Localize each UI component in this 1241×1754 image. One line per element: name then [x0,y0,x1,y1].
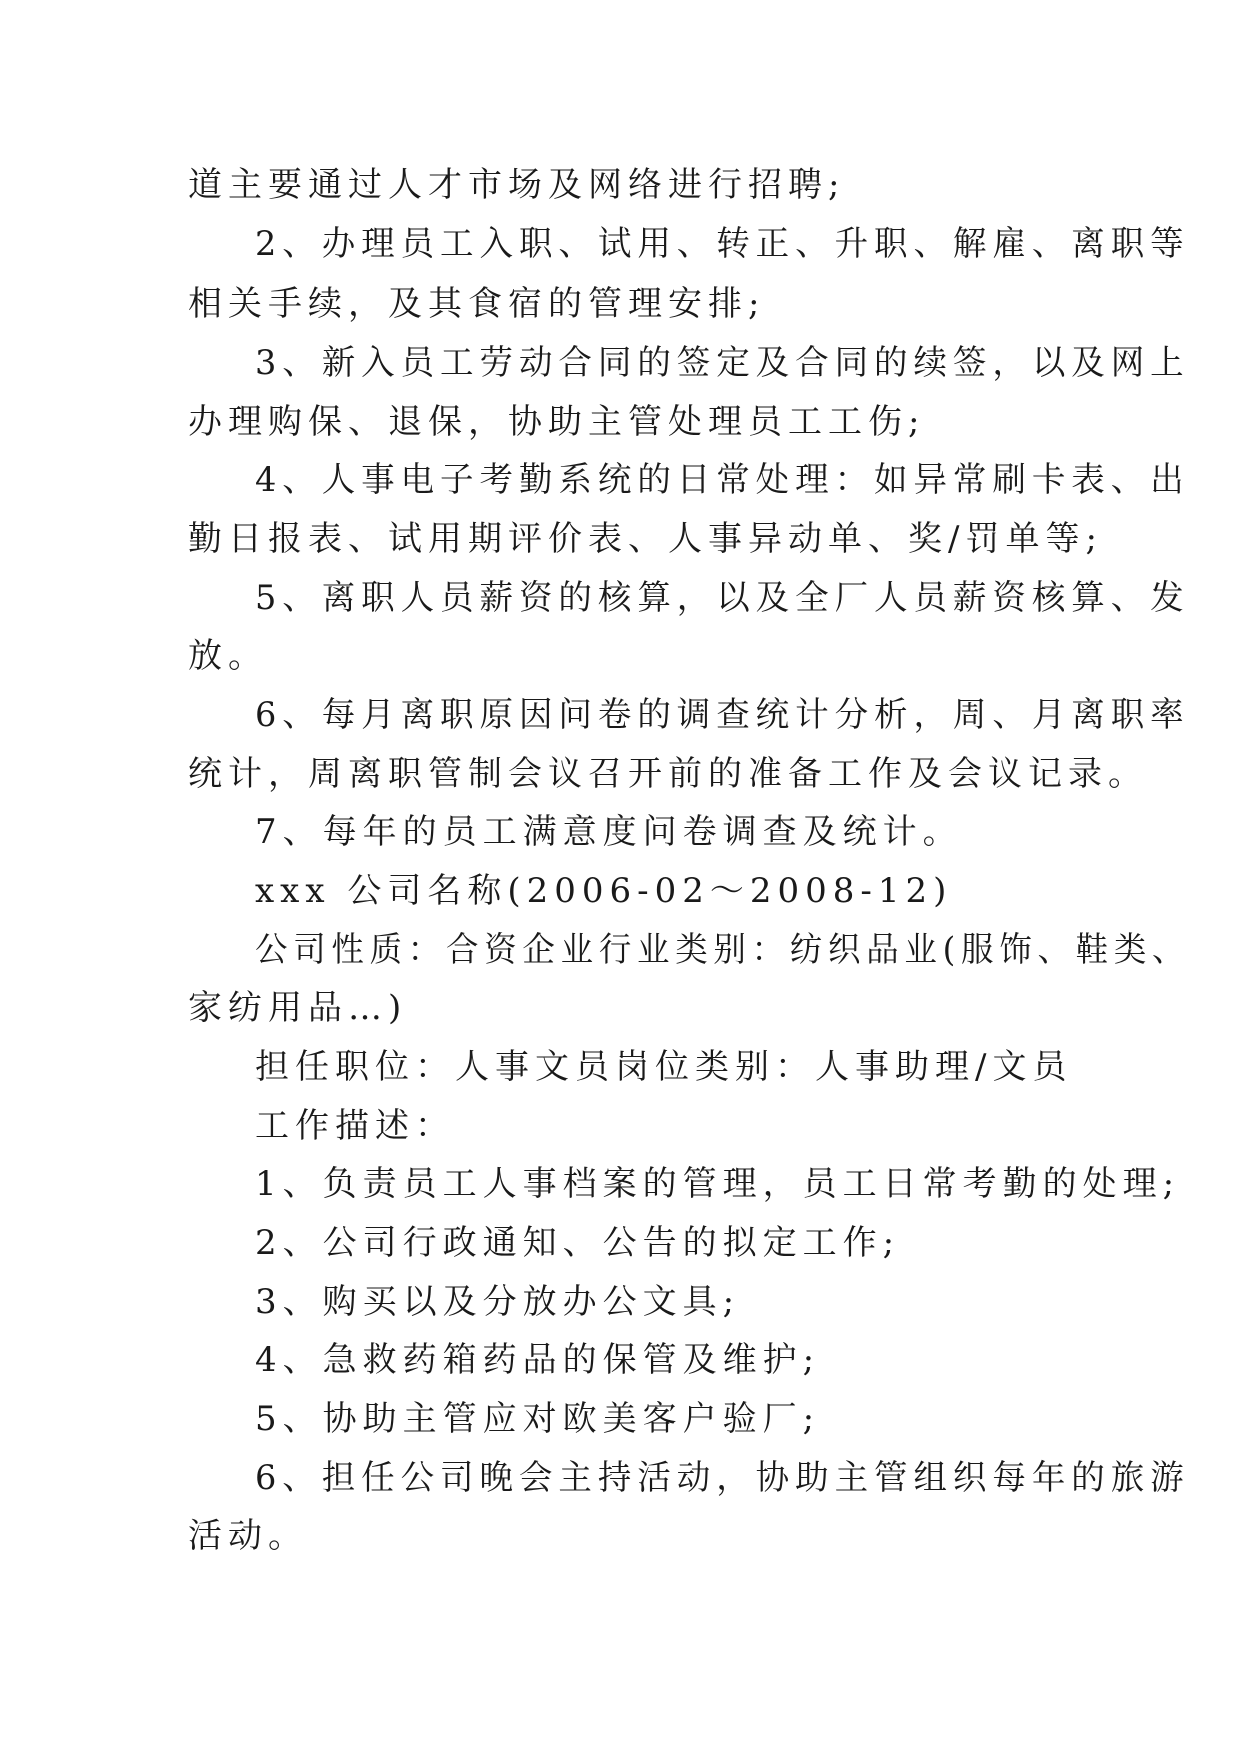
paragraph-line: 6、每月离职原因问卷的调查统计分析，周、月离职率 [255,695,1190,735]
paragraph-line: 4、急救药箱药品的保管及维护; [255,1340,821,1380]
paragraph-line: 道主要通过人才市场及网络进行招聘; [188,165,846,205]
paragraph-line: 5、协助主管应对欧美客户验厂; [255,1399,821,1439]
paragraph-line: 5、离职人员薪资的核算，以及全厂人员薪资核算、发 [255,578,1190,618]
paragraph-line: 3、购买以及分放办公文具; [255,1282,741,1322]
job-description-heading: 工作描述： [255,1106,455,1146]
paragraph-line: 2、办理员工入职、试用、转正、升职、解雇、离职等 [255,224,1190,264]
company-info-line: 家纺用品…) [188,988,408,1028]
paragraph-line: 7、每年的员工满意度问卷调查及统计。 [255,812,963,852]
paragraph-line: 统计，周离职管制会议召开前的准备工作及会议记录。 [188,754,1148,794]
paragraph-line: 2、公司行政通知、公告的拟定工作; [255,1223,901,1263]
paragraph-line: 6、担任公司晚会主持活动，协助主管组织每年的旅游 [255,1458,1190,1498]
paragraph-line: 相关手续，及其食宿的管理安排; [188,284,766,324]
paragraph-line: 办理购保、退保，协助主管处理员工工伤; [188,402,926,442]
position-line: 担任职位：人事文员岗位类别：人事助理/文员 [255,1047,1073,1087]
company-heading: xxx 公司名称(2006-02～2008-12) [255,871,953,911]
company-info-line: 公司性质：合资企业行业类别：纺织品业(服饰、鞋类、 [255,930,1191,970]
paragraph-line: 勤日报表、试用期评价表、人事异动单、奖/罚单等; [188,519,1103,559]
paragraph-line: 3、新入员工劳动合同的签定及合同的续签，以及网上 [255,343,1190,383]
paragraph-line: 放。 [188,636,268,676]
paragraph-line: 活动。 [188,1516,308,1556]
paragraph-line: 4、人事电子考勤系统的日常处理：如异常刷卡表、出 [255,460,1190,500]
paragraph-line: 1、负责员工人事档案的管理，员工日常考勤的处理; [255,1164,1181,1204]
